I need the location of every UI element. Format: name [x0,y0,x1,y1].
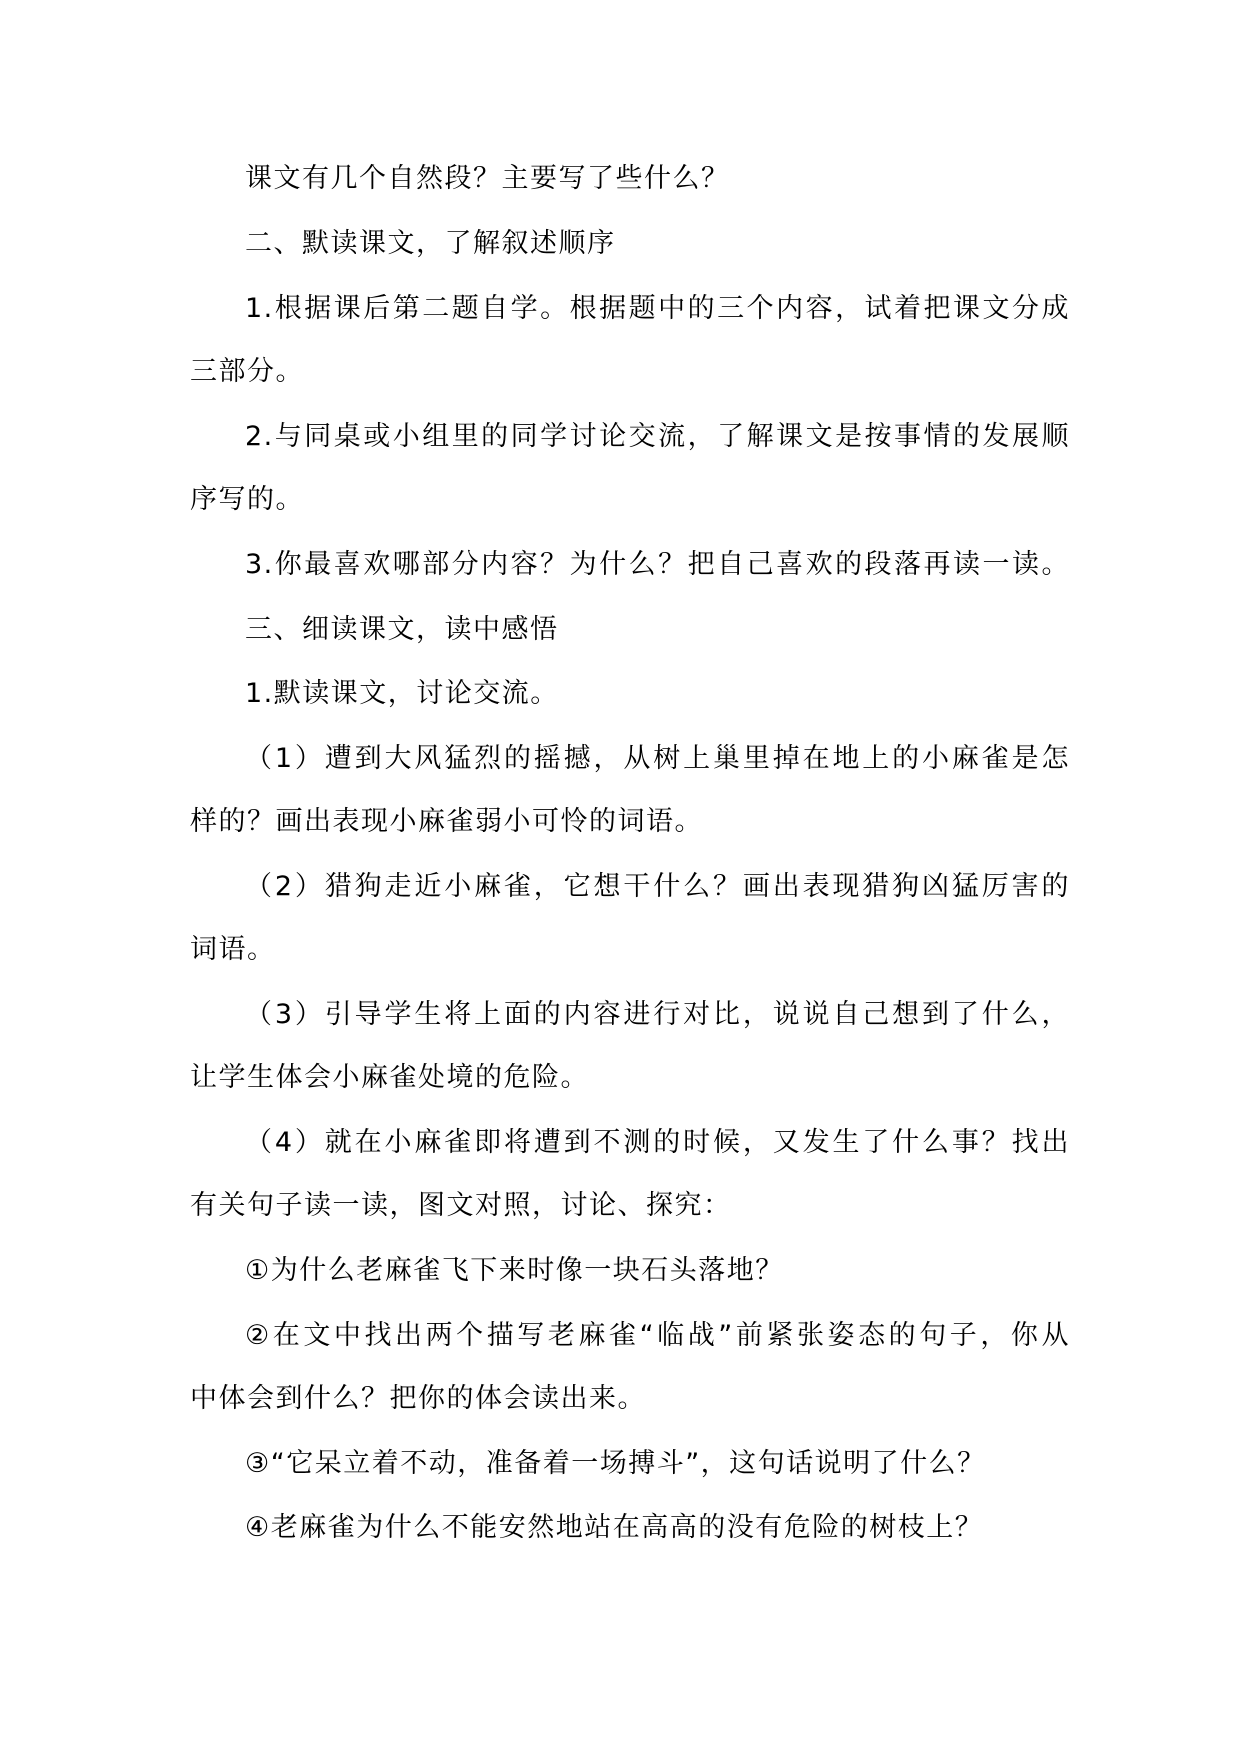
paragraph-question-sections: 课文有几个自然段？主要写了些什么？ [245,163,730,194]
sub-item-2-line-2: 词语。 [190,934,276,965]
question-circle-2-line-1: ②在文中找出两个描写老麻雀“临战”前紧张姿态的句子，你从 [245,1320,1070,1351]
heading-section-three: 三、细读课文，读中感悟 [245,614,559,645]
sub-item-4-line-2: 有关句子读一读，图文对照，讨论、探究： [190,1190,732,1221]
item-silent-reading: 1.默读课文，讨论交流。 [245,678,559,709]
item-2-line-2: 序写的。 [190,484,304,515]
question-circle-3: ③“它呆立着不动，准备着一场搏斗”，这句话说明了什么？ [245,1448,986,1479]
item-2-line-1: 2.与同桌或小组里的同学讨论交流，了解课文是按事情的发展顺 [245,421,1070,452]
sub-item-1-line-1: （1）遭到大风猛烈的摇撼，从树上巢里掉在地上的小麻雀是怎 [245,743,1070,774]
heading-section-two: 二、默读课文，了解叙述顺序 [245,228,616,259]
item-3: 3.你最喜欢哪部分内容？为什么？把自己喜欢的段落再读一读。 [245,549,1070,580]
question-circle-2-line-2: 中体会到什么？把你的体会读出来。 [190,1383,646,1414]
sub-item-4-line-1: （4）就在小麻雀即将遭到不测的时候，又发生了什么事？找出 [245,1127,1070,1158]
question-circle-4: ④老麻雀为什么不能安然地站在高高的没有危险的树枝上？ [245,1512,984,1543]
sub-item-3-line-1: （3）引导学生将上面的内容进行对比，说说自己想到了什么， [245,999,1070,1030]
question-circle-1: ①为什么老麻雀飞下来时像一块石头落地？ [245,1255,784,1286]
item-1-line-1: 1.根据课后第二题自学。根据题中的三个内容，试着把课文分成 [245,293,1070,324]
sub-item-1-line-2: 样的？画出表现小麻雀弱小可怜的词语。 [190,806,703,837]
sub-item-2-line-1: （2）猎狗走近小麻雀，它想干什么？画出表现猎狗凶猛厉害的 [245,871,1070,902]
item-1-line-2: 三部分。 [190,356,304,387]
sub-item-3-line-2: 让学生体会小麻雀处境的危险。 [190,1062,589,1093]
